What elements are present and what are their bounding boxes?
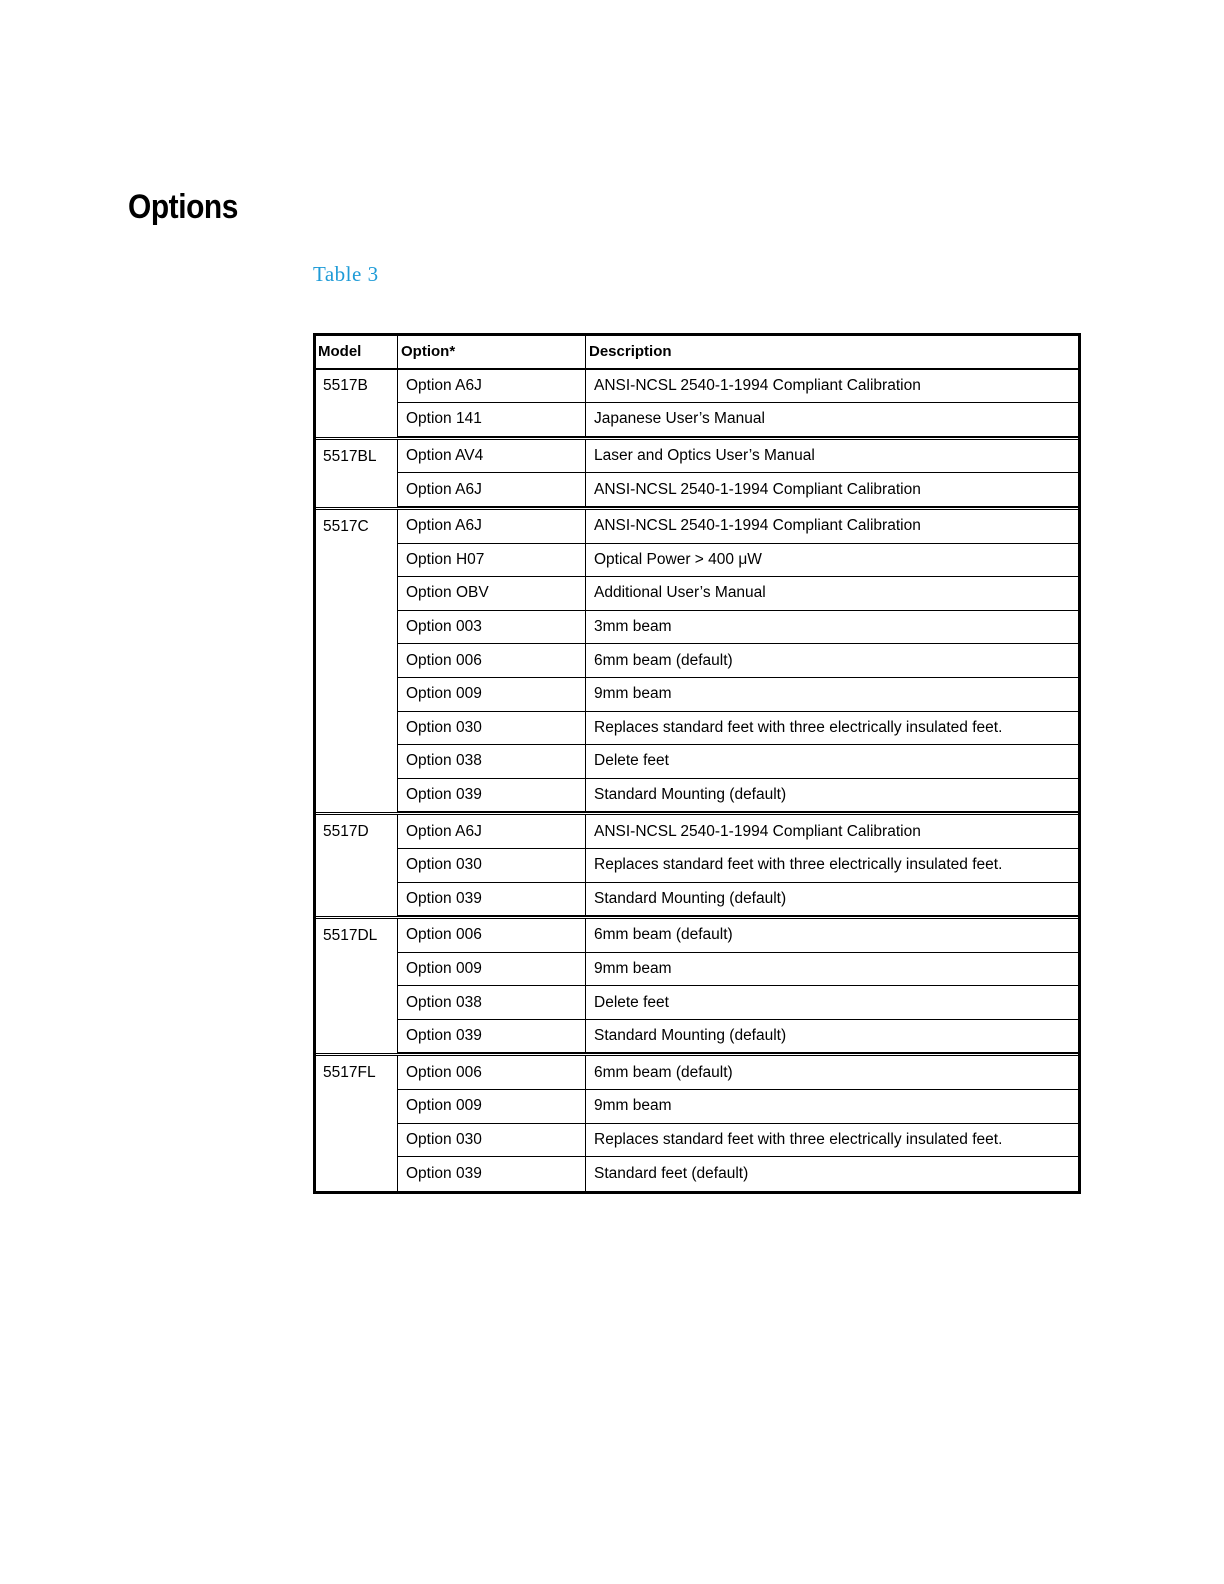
description-cell: Delete feet (586, 986, 1078, 1020)
table-row (316, 1124, 1078, 1158)
model-cell (316, 883, 398, 917)
description-cell: Replaces standard feet with three electrically insulated feet. (586, 712, 1078, 746)
table-row (316, 1090, 1078, 1124)
table-row (316, 1157, 1078, 1191)
table-row (316, 403, 1078, 437)
table-row (316, 370, 1078, 404)
option-cell: Option 038 (398, 745, 586, 779)
table-body (316, 370, 1078, 1191)
option-cell: Option A6J (398, 815, 586, 849)
description-cell: Replaces standard feet with three electrically insulated feet. (586, 1124, 1078, 1158)
option-cell: Option 039 (398, 1020, 586, 1054)
table-row (316, 473, 1078, 507)
model-cell: 5517BL (316, 440, 398, 474)
table-row (316, 440, 1078, 474)
description-cell: ANSI-NCSL 2540-1-1994 Compliant Calibration (586, 510, 1078, 544)
model-group (316, 507, 1078, 812)
option-cell: Option 006 (398, 644, 586, 678)
model-cell (316, 611, 398, 645)
model-cell (316, 745, 398, 779)
description-cell: 9mm beam (586, 678, 1078, 712)
model-cell (316, 849, 398, 883)
description-cell: Japanese User’s Manual (586, 403, 1078, 437)
option-cell: Option A6J (398, 473, 586, 507)
option-cell: Option 006 (398, 919, 586, 953)
header-model: Model (316, 336, 398, 368)
table-row (316, 1020, 1078, 1054)
model-cell (316, 1020, 398, 1054)
table-row (316, 953, 1078, 987)
option-cell: Option 009 (398, 953, 586, 987)
model-cell (316, 644, 398, 678)
model-cell (316, 1124, 398, 1158)
model-cell (316, 1157, 398, 1191)
description-cell: 6mm beam (default) (586, 919, 1078, 953)
description-cell: Delete feet (586, 745, 1078, 779)
table-row (316, 986, 1078, 1020)
description-cell: Standard Mounting (default) (586, 779, 1078, 813)
option-cell: Option 030 (398, 712, 586, 746)
option-cell: Option H07 (398, 544, 586, 578)
option-cell: Option 141 (398, 403, 586, 437)
table-row (316, 745, 1078, 779)
model-cell: 5517B (316, 370, 398, 404)
model-group (316, 812, 1078, 916)
header-option: Option* (398, 336, 586, 368)
model-group (316, 1053, 1078, 1190)
table-row (316, 919, 1078, 953)
table-row (316, 611, 1078, 645)
model-cell: 5517D (316, 815, 398, 849)
table-row (316, 712, 1078, 746)
model-cell (316, 1090, 398, 1124)
model-cell (316, 544, 398, 578)
option-cell: Option 038 (398, 986, 586, 1020)
header-description: Description (589, 343, 672, 361)
model-cell: 5517C (316, 510, 398, 544)
description-cell: ANSI-NCSL 2540-1-1994 Compliant Calibration (586, 815, 1078, 849)
option-cell: Option 006 (398, 1056, 586, 1090)
description-cell: Standard Mounting (default) (586, 883, 1078, 917)
model-cell (316, 678, 398, 712)
option-cell: Option 039 (398, 883, 586, 917)
option-cell: Option A6J (398, 370, 586, 404)
option-cell: Option 009 (398, 1090, 586, 1124)
description-cell: Laser and Optics User’s Manual (586, 440, 1078, 474)
option-cell: Option 030 (398, 849, 586, 883)
description-cell: 6mm beam (default) (586, 644, 1078, 678)
page-title: Options (128, 188, 238, 226)
model-cell (316, 403, 398, 437)
table-row (316, 577, 1078, 611)
table-row (316, 678, 1078, 712)
options-table (313, 333, 1081, 1194)
option-cell: Option OBV (398, 577, 586, 611)
description-cell: Replaces standard feet with three electrically insulated feet. (586, 849, 1078, 883)
model-cell (316, 953, 398, 987)
model-cell (316, 779, 398, 813)
description-cell: 9mm beam (586, 1090, 1078, 1124)
table-row (316, 779, 1078, 813)
table-header-row (316, 336, 1078, 370)
model-group (316, 916, 1078, 1053)
option-cell: Option 030 (398, 1124, 586, 1158)
option-cell: Option A6J (398, 510, 586, 544)
model-cell (316, 712, 398, 746)
description-cell: 9mm beam (586, 953, 1078, 987)
table-row (316, 849, 1078, 883)
description-cell: Standard feet (default) (594, 1165, 749, 1183)
model-cell (316, 473, 398, 507)
table-row (316, 644, 1078, 678)
option-cell: Option 039 (398, 779, 586, 813)
model-group (316, 437, 1078, 507)
model-cell (316, 577, 398, 611)
table-row (316, 544, 1078, 578)
description-cell: Additional User’s Manual (586, 577, 1078, 611)
table-row (316, 815, 1078, 849)
description-cell: Standard Mounting (default) (586, 1020, 1078, 1054)
table-row (316, 510, 1078, 544)
model-cell: 5517DL (316, 919, 398, 953)
table-row (316, 1056, 1078, 1090)
model-cell (316, 986, 398, 1020)
model-cell: 5517FL (316, 1056, 398, 1090)
option-cell: Option 039 (398, 1157, 586, 1191)
description-cell: 3mm beam (586, 611, 1078, 645)
description-cell: ANSI-NCSL 2540-1-1994 Compliant Calibration (586, 370, 1078, 404)
table-caption: Table 3 (313, 262, 379, 286)
option-cell: Option 003 (398, 611, 586, 645)
option-cell: Option 009 (398, 678, 586, 712)
description-cell: 6mm beam (default) (586, 1056, 1078, 1090)
description-cell: ANSI-NCSL 2540-1-1994 Compliant Calibration (586, 473, 1078, 507)
option-cell: Option AV4 (398, 440, 586, 474)
model-group (316, 370, 1078, 437)
table-row (316, 883, 1078, 917)
description-cell: Optical Power > 400 μW (586, 544, 1078, 578)
